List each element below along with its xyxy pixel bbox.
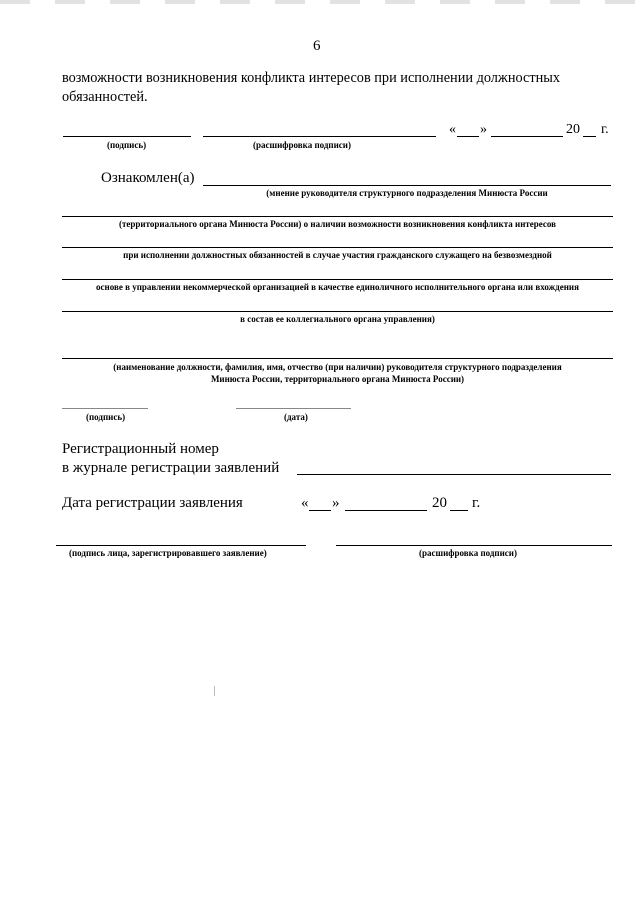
intro-line-2: обязанностей. (62, 89, 148, 105)
acknowledged-hint-5: в состав ее коллегиального органа управления) (240, 314, 435, 324)
registrar-decoding-line[interactable] (336, 545, 612, 546)
acknowledged-hint-4: основе в управлении некоммерческой организацией в качестве единоличного исполнительного органа или вхождения (96, 282, 579, 292)
registration-date-quote-open: « (301, 495, 309, 511)
caption-head-date: (дата) (284, 412, 308, 422)
signature-decoding-line[interactable] (203, 136, 436, 137)
scan-artifact (0, 0, 640, 4)
registration-year-prefix: 20 (432, 495, 447, 511)
registration-day-line[interactable] (309, 510, 331, 511)
date-quote-open: « (449, 122, 456, 137)
acknowledged-line-2[interactable] (62, 216, 613, 217)
registration-year-suffix: г. (472, 495, 481, 511)
acknowledged-line-3[interactable] (62, 247, 613, 248)
acknowledged-hint-1: (мнение руководителя структурного подразделения Минюста России (266, 188, 548, 198)
head-date-line[interactable] (236, 408, 351, 409)
acknowledged-hint-2: (территориального органа Минюста России) о наличии возможности возникновения конфликта интересов (118, 219, 557, 229)
registration-number-line[interactable] (297, 474, 611, 475)
caption-head-signature: (подпись) (86, 412, 126, 422)
date-year-prefix: 20 (566, 122, 580, 137)
head-name-hint-2: Минюста России, территориального органа Минюста России) (210, 374, 465, 384)
date-day-line[interactable] (457, 136, 479, 137)
registration-number-label-1: Регистрационный номер (62, 441, 219, 457)
acknowledged-hint-3: при исполнении должностных обязанностей в случае участия гражданского служащего на безвозмездной (123, 250, 552, 260)
registration-date-quote-close: » (332, 495, 340, 511)
registration-month-line[interactable] (345, 510, 427, 511)
acknowledged-label: Ознакомлен(а) (101, 170, 195, 186)
date-year-line[interactable] (583, 136, 596, 137)
head-name-hint-1: (наименование должности, фамилия, имя, отчество (при наличии) руководителя структурного подразделения (113, 362, 562, 372)
acknowledged-line-4[interactable] (62, 279, 613, 280)
scan-speck (214, 686, 215, 696)
caption-signature: (подпись) (107, 140, 147, 150)
registration-number-label-2: в журнале регистрации заявлений (62, 460, 280, 476)
caption-registrar-signature: (подпись лица, зарегистрировавшего заявление) (69, 548, 267, 558)
head-name-line[interactable] (62, 358, 613, 359)
date-month-line[interactable] (491, 136, 563, 137)
acknowledged-line-1[interactable] (203, 185, 611, 186)
head-signature-line[interactable] (62, 408, 148, 409)
caption-signature-decoding: (расшифровка подписи) (253, 140, 351, 150)
date-year-suffix: г. (601, 122, 609, 137)
acknowledged-line-5[interactable] (62, 311, 613, 312)
caption-registrar-decoding: (расшифровка подписи) (419, 548, 517, 558)
registrar-signature-line[interactable] (56, 545, 306, 546)
page-number: 6 (313, 38, 321, 54)
registration-year-line[interactable] (450, 510, 468, 511)
date-quote-close: » (480, 122, 487, 137)
registration-date-label: Дата регистрации заявления (62, 495, 243, 511)
intro-line-1: возможности возникновения конфликта интересов при исполнении должностных (62, 70, 560, 86)
signature-line[interactable] (63, 136, 191, 137)
